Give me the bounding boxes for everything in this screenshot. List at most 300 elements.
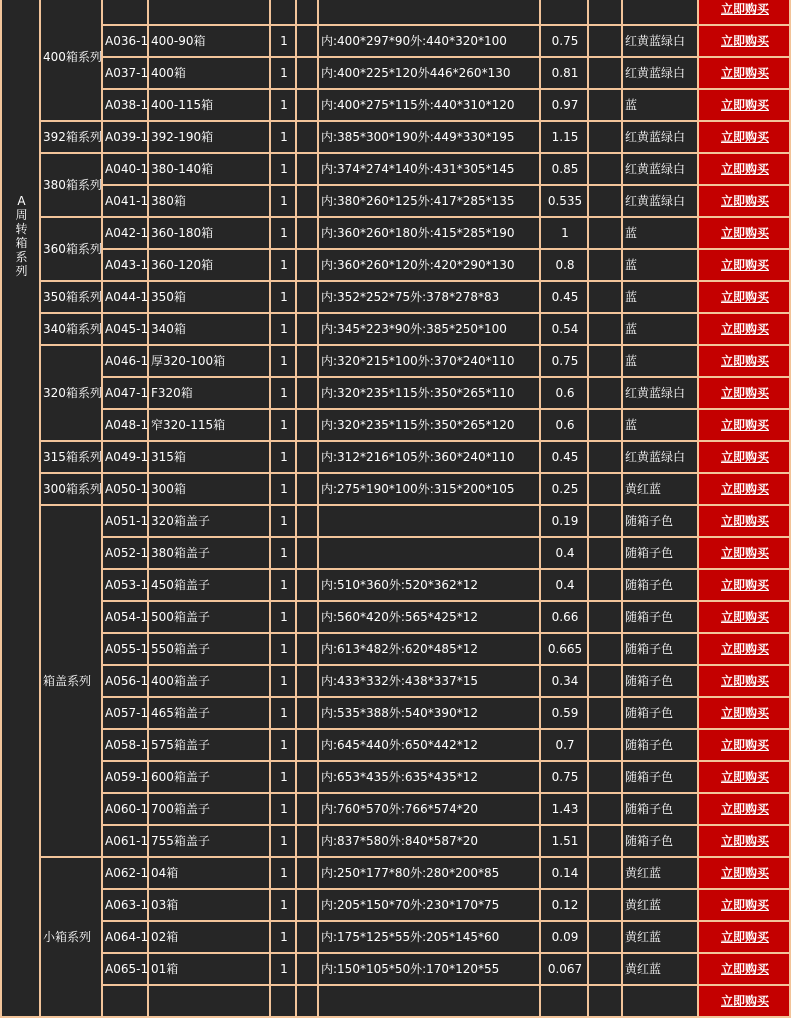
product-weight: 0.54 <box>540 313 588 345</box>
buy-now-button[interactable]: 立即购买 <box>720 674 769 688</box>
buy-now-button[interactable]: 立即购买 <box>720 482 769 496</box>
buy-cell <box>698 633 790 665</box>
buy-now-button[interactable]: 立即购买 <box>720 450 769 464</box>
table-row <box>1 665 790 697</box>
buy-cell <box>698 345 790 377</box>
series-label: 320箱系列 <box>40 345 102 441</box>
product-qty: 1 <box>270 441 296 473</box>
product-code: A053-1 <box>102 569 148 601</box>
spacer-cell <box>296 633 318 665</box>
product-color: 随箱子色 <box>622 601 698 633</box>
product-qty: 1 <box>270 89 296 121</box>
product-dims: 内:510*360外:520*362*12 <box>318 569 540 601</box>
table-row <box>1 921 790 953</box>
product-color: 蓝 <box>622 409 698 441</box>
table-row <box>1 505 790 537</box>
product-code: A057-1 <box>102 697 148 729</box>
product-name: 01箱 <box>148 953 270 985</box>
spacer-cell <box>296 281 318 313</box>
product-color: 随箱子色 <box>622 825 698 857</box>
spacer-cell <box>296 697 318 729</box>
buy-cell <box>698 793 790 825</box>
product-weight: 0.8 <box>540 249 588 281</box>
buy-cell <box>698 249 790 281</box>
table-row <box>1 281 790 313</box>
series-label: 360箱系列 <box>40 217 102 281</box>
spacer-cell <box>588 857 622 889</box>
product-qty: 1 <box>270 825 296 857</box>
spacer-cell <box>588 921 622 953</box>
spacer-cell <box>296 121 318 153</box>
buy-cell <box>698 0 790 25</box>
spacer-cell <box>588 0 622 25</box>
table-row <box>1 889 790 921</box>
spacer-cell <box>296 793 318 825</box>
product-name: 550箱盖子 <box>148 633 270 665</box>
spacer-cell <box>296 889 318 921</box>
buy-cell <box>698 409 790 441</box>
product-weight: 0.59 <box>540 697 588 729</box>
buy-cell <box>698 121 790 153</box>
product-dims: 内:360*260*120外:420*290*130 <box>318 249 540 281</box>
product-qty: 1 <box>270 281 296 313</box>
product-name: 755箱盖子 <box>148 825 270 857</box>
spacer-cell <box>296 473 318 505</box>
product-code: A050-1 <box>102 473 148 505</box>
spacer-cell <box>588 537 622 569</box>
product-color: 红黄蓝绿白 <box>622 153 698 185</box>
category-label <box>4 194 39 278</box>
product-dims: 内:320*215*100外:370*240*110 <box>318 345 540 377</box>
product-color: 蓝 <box>622 313 698 345</box>
product-name: 窄320-115箱 <box>148 409 270 441</box>
buy-now-button[interactable]: 立即购买 <box>720 770 769 784</box>
spacer-cell <box>296 505 318 537</box>
product-name: 400-115箱 <box>148 89 270 121</box>
buy-now-button[interactable]: 立即购买 <box>720 34 769 48</box>
table-row <box>1 313 790 345</box>
buy-cell <box>698 889 790 921</box>
product-weight: 0.75 <box>540 345 588 377</box>
product-qty: 1 <box>270 377 296 409</box>
buy-now-button[interactable]: 立即购买 <box>720 226 769 240</box>
product-name: 465箱盖子 <box>148 697 270 729</box>
product-qty: 1 <box>270 793 296 825</box>
spacer-cell <box>296 0 318 25</box>
spacer-cell <box>588 409 622 441</box>
product-weight: 0.09 <box>540 921 588 953</box>
spacer-cell <box>588 729 622 761</box>
series-label: 315箱系列 <box>40 441 102 473</box>
product-qty: 1 <box>270 153 296 185</box>
buy-now-button[interactable]: 立即购买 <box>720 258 769 272</box>
product-weight: 1.51 <box>540 825 588 857</box>
buy-cell <box>698 953 790 985</box>
buy-now-button[interactable]: 立即购买 <box>720 322 769 336</box>
product-dims: 内:400*275*115外:440*310*120 <box>318 89 540 121</box>
spacer-cell <box>588 249 622 281</box>
spacer-cell <box>588 569 622 601</box>
buy-cell <box>698 761 790 793</box>
product-color <box>622 985 698 1017</box>
category-char: 周 <box>15 208 28 222</box>
product-code: A044-1 <box>102 281 148 313</box>
product-weight: 0.4 <box>540 569 588 601</box>
spacer-cell <box>296 377 318 409</box>
product-weight: 0.45 <box>540 281 588 313</box>
product-dims <box>318 985 540 1017</box>
buy-now-button[interactable]: 立即购买 <box>720 578 769 592</box>
product-color: 随箱子色 <box>622 793 698 825</box>
product-qty: 1 <box>270 473 296 505</box>
product-qty: 1 <box>270 249 296 281</box>
table-row <box>1 793 790 825</box>
product-qty <box>270 0 296 25</box>
product-qty: 1 <box>270 25 296 57</box>
category-char: A <box>17 194 26 208</box>
buy-now-button[interactable]: 立即购买 <box>720 514 769 528</box>
spacer-cell <box>588 665 622 697</box>
product-code: A061-1 <box>102 825 148 857</box>
spacer-cell <box>588 345 622 377</box>
product-code: A054-1 <box>102 601 148 633</box>
table-row <box>1 25 790 57</box>
product-qty: 1 <box>270 57 296 89</box>
product-name: 400箱盖子 <box>148 665 270 697</box>
product-code: A046-1 <box>102 345 148 377</box>
table-row <box>1 217 790 249</box>
table-row <box>1 441 790 473</box>
spacer-cell <box>296 153 318 185</box>
table-row <box>1 633 790 665</box>
product-dims <box>318 505 540 537</box>
product-dims: 内:560*420外:565*425*12 <box>318 601 540 633</box>
spacer-cell <box>588 377 622 409</box>
series-label: 392箱系列 <box>40 121 102 153</box>
spacer-cell <box>588 697 622 729</box>
spacer-cell <box>588 601 622 633</box>
product-color: 黄红蓝 <box>622 953 698 985</box>
buy-now-button[interactable]: 立即购买 <box>720 994 769 1008</box>
buy-cell <box>698 89 790 121</box>
table-row <box>1 377 790 409</box>
buy-now-button[interactable]: 立即购买 <box>720 194 769 208</box>
spacer-cell <box>588 217 622 249</box>
product-name: 360-120箱 <box>148 249 270 281</box>
product-weight <box>540 0 588 25</box>
spacer-cell <box>588 633 622 665</box>
product-name: 600箱盖子 <box>148 761 270 793</box>
product-color: 蓝 <box>622 281 698 313</box>
product-weight: 0.4 <box>540 537 588 569</box>
spacer-cell <box>296 921 318 953</box>
product-dims <box>318 537 540 569</box>
product-weight: 0.7 <box>540 729 588 761</box>
table-row <box>1 601 790 633</box>
product-dims: 内:400*297*90外:440*320*100 <box>318 25 540 57</box>
spacer-cell <box>588 57 622 89</box>
table-row <box>1 473 790 505</box>
product-color: 随箱子色 <box>622 505 698 537</box>
product-color: 黄红蓝 <box>622 889 698 921</box>
buy-cell <box>698 985 790 1017</box>
buy-now-button[interactable]: 立即购买 <box>720 130 769 144</box>
buy-now-button[interactable]: 立即购买 <box>720 162 769 176</box>
spacer-cell <box>588 761 622 793</box>
product-qty: 1 <box>270 313 296 345</box>
buy-now-button[interactable]: 立即购买 <box>720 866 769 880</box>
product-weight: 1.15 <box>540 121 588 153</box>
product-code: A037-1 <box>102 57 148 89</box>
product-code: A060-1 <box>102 793 148 825</box>
product-code: A051-1 <box>102 505 148 537</box>
product-name: 400-90箱 <box>148 25 270 57</box>
spacer-cell <box>296 601 318 633</box>
product-color: 红黄蓝绿白 <box>622 185 698 217</box>
product-dims: 内:645*440外:650*442*12 <box>318 729 540 761</box>
product-name: 392-190箱 <box>148 121 270 153</box>
product-dims: 内:380*260*125外:417*285*135 <box>318 185 540 217</box>
product-dims: 内:275*190*100外:315*200*105 <box>318 473 540 505</box>
product-color: 黄红蓝 <box>622 857 698 889</box>
product-code: A039-1 <box>102 121 148 153</box>
buy-now-button[interactable]: 立即购买 <box>720 610 769 624</box>
product-code: A047-1 <box>102 377 148 409</box>
buy-now-button[interactable]: 立即购买 <box>720 66 769 80</box>
spacer-cell <box>588 505 622 537</box>
spacer-cell <box>296 825 318 857</box>
product-color: 红黄蓝绿白 <box>622 377 698 409</box>
buy-now-button[interactable]: 立即购买 <box>720 962 769 976</box>
series-label: 400箱系列 <box>40 0 102 121</box>
product-qty: 1 <box>270 761 296 793</box>
product-color: 蓝 <box>622 89 698 121</box>
product-code: A052-1 <box>102 537 148 569</box>
buy-cell <box>698 473 790 505</box>
buy-cell <box>698 857 790 889</box>
product-code: A041-1 <box>102 185 148 217</box>
product-name: 315箱 <box>148 441 270 473</box>
buy-now-button[interactable]: 立即购买 <box>720 738 769 752</box>
product-name: 02箱 <box>148 921 270 953</box>
product-weight: 0.19 <box>540 505 588 537</box>
spacer-cell <box>588 985 622 1017</box>
product-name <box>148 0 270 25</box>
spacer-cell <box>588 153 622 185</box>
product-name: 300箱 <box>148 473 270 505</box>
spacer-cell <box>588 793 622 825</box>
buy-cell <box>698 537 790 569</box>
product-qty: 1 <box>270 185 296 217</box>
product-name: 400箱 <box>148 57 270 89</box>
product-color: 红黄蓝绿白 <box>622 441 698 473</box>
buy-cell <box>698 185 790 217</box>
buy-now-button[interactable]: 立即购买 <box>720 930 769 944</box>
product-qty: 1 <box>270 921 296 953</box>
product-qty: 1 <box>270 953 296 985</box>
product-dims <box>318 0 540 25</box>
spacer-cell <box>588 473 622 505</box>
category-char: 转 <box>15 222 28 236</box>
product-name: 700箱盖子 <box>148 793 270 825</box>
buy-cell <box>698 281 790 313</box>
product-qty: 1 <box>270 217 296 249</box>
table-row <box>1 345 790 377</box>
series-label: 350箱系列 <box>40 281 102 313</box>
product-color: 随箱子色 <box>622 633 698 665</box>
series-label: 300箱系列 <box>40 473 102 505</box>
buy-cell <box>698 505 790 537</box>
spacer-cell <box>296 857 318 889</box>
spacer-cell <box>296 89 318 121</box>
buy-cell <box>698 25 790 57</box>
product-weight: 0.14 <box>540 857 588 889</box>
product-color: 红黄蓝绿白 <box>622 121 698 153</box>
spacer-cell <box>296 953 318 985</box>
category-char: 系 <box>15 250 28 264</box>
buy-cell <box>698 377 790 409</box>
spacer-cell <box>588 441 622 473</box>
product-color: 随箱子色 <box>622 537 698 569</box>
buy-now-button[interactable]: 立即购买 <box>720 642 769 656</box>
product-color: 黄红蓝 <box>622 921 698 953</box>
table-row <box>1 249 790 281</box>
buy-now-button[interactable]: 立即购买 <box>720 2 769 16</box>
buy-now-button[interactable]: 立即购买 <box>720 546 769 560</box>
spacer-cell <box>296 569 318 601</box>
product-color: 黄红蓝 <box>622 473 698 505</box>
product-code: A055-1 <box>102 633 148 665</box>
product-qty: 1 <box>270 345 296 377</box>
product-weight: 0.97 <box>540 89 588 121</box>
spacer-cell <box>588 953 622 985</box>
category-cell <box>1 0 40 1017</box>
product-name: 380箱盖子 <box>148 537 270 569</box>
buy-now-button[interactable]: 立即购买 <box>720 354 769 368</box>
series-label: 340箱系列 <box>40 313 102 345</box>
product-weight: 0.6 <box>540 409 588 441</box>
product-name: 厚320-100箱 <box>148 345 270 377</box>
buy-cell <box>698 217 790 249</box>
product-qty: 1 <box>270 121 296 153</box>
product-weight: 0.75 <box>540 25 588 57</box>
product-weight <box>540 985 588 1017</box>
spacer-cell <box>296 249 318 281</box>
spacer-cell <box>296 345 318 377</box>
product-weight: 1 <box>540 217 588 249</box>
buy-cell <box>698 729 790 761</box>
product-weight: 0.34 <box>540 665 588 697</box>
product-dims: 内:250*177*80外:280*200*85 <box>318 857 540 889</box>
product-qty <box>270 985 296 1017</box>
spacer-cell <box>296 665 318 697</box>
product-name: 500箱盖子 <box>148 601 270 633</box>
table-row <box>1 697 790 729</box>
product-dims: 内:150*105*50外:170*120*55 <box>318 953 540 985</box>
product-color: 随箱子色 <box>622 761 698 793</box>
table-row <box>1 857 790 889</box>
product-code: A042-1 <box>102 217 148 249</box>
product-qty: 1 <box>270 729 296 761</box>
product-dims: 内:385*300*190外:449*330*195 <box>318 121 540 153</box>
product-color: 随箱子色 <box>622 729 698 761</box>
category-char: 列 <box>15 264 28 278</box>
buy-now-button[interactable]: 立即购买 <box>720 290 769 304</box>
product-dims: 内:352*252*75外:378*278*83 <box>318 281 540 313</box>
spacer-cell <box>296 57 318 89</box>
table-row <box>1 409 790 441</box>
product-dims: 内:837*580外:840*587*20 <box>318 825 540 857</box>
product-dims: 内:400*225*120外446*260*130 <box>318 57 540 89</box>
product-weight: 0.6 <box>540 377 588 409</box>
buy-now-button[interactable]: 立即购买 <box>720 834 769 848</box>
product-code: A063-1 <box>102 889 148 921</box>
buy-now-button[interactable]: 立即购买 <box>720 802 769 816</box>
product-weight: 0.665 <box>540 633 588 665</box>
product-name: 575箱盖子 <box>148 729 270 761</box>
product-qty: 1 <box>270 665 296 697</box>
product-name: 360-180箱 <box>148 217 270 249</box>
series-label: 箱盖系列 <box>40 505 102 857</box>
series-label: 380箱系列 <box>40 153 102 217</box>
table-row <box>1 729 790 761</box>
table-row <box>1 985 790 1017</box>
buy-now-button[interactable]: 立即购买 <box>720 898 769 912</box>
product-weight: 0.067 <box>540 953 588 985</box>
product-color: 红黄蓝绿白 <box>622 57 698 89</box>
buy-now-button[interactable]: 立即购买 <box>720 98 769 112</box>
table-row <box>1 121 790 153</box>
product-code: A059-1 <box>102 761 148 793</box>
product-code: A048-1 <box>102 409 148 441</box>
product-dims: 内:320*235*115外:350*265*110 <box>318 377 540 409</box>
buy-cell <box>698 57 790 89</box>
product-name: 04箱 <box>148 857 270 889</box>
product-weight: 0.535 <box>540 185 588 217</box>
product-code: A043-1 <box>102 249 148 281</box>
product-dims: 内:653*435外:635*435*12 <box>318 761 540 793</box>
product-qty: 1 <box>270 569 296 601</box>
buy-now-button[interactable]: 立即购买 <box>720 706 769 720</box>
buy-cell <box>698 601 790 633</box>
product-code: A038-1 <box>102 89 148 121</box>
product-name: 450箱盖子 <box>148 569 270 601</box>
product-color: 红黄蓝绿白 <box>622 25 698 57</box>
product-qty: 1 <box>270 505 296 537</box>
product-code: A036-1 <box>102 25 148 57</box>
product-dims: 内:613*482外:620*485*12 <box>318 633 540 665</box>
spacer-cell <box>588 25 622 57</box>
product-name: 03箱 <box>148 889 270 921</box>
buy-now-button[interactable]: 立即购买 <box>720 386 769 400</box>
buy-now-button[interactable]: 立即购买 <box>720 418 769 432</box>
buy-cell <box>698 441 790 473</box>
product-dims: 内:360*260*180外:415*285*190 <box>318 217 540 249</box>
spacer-cell <box>296 985 318 1017</box>
product-code: A065-1 <box>102 953 148 985</box>
spacer-cell <box>588 89 622 121</box>
product-code <box>102 0 148 25</box>
product-dims: 内:205*150*70外:230*170*75 <box>318 889 540 921</box>
product-name: 320箱盖子 <box>148 505 270 537</box>
product-name: 350箱 <box>148 281 270 313</box>
product-table-body <box>1 0 790 1017</box>
category-char: 箱 <box>15 236 28 250</box>
product-dims: 内:535*388外:540*390*12 <box>318 697 540 729</box>
table-row <box>1 537 790 569</box>
product-name: 340箱 <box>148 313 270 345</box>
product-color: 蓝 <box>622 345 698 377</box>
